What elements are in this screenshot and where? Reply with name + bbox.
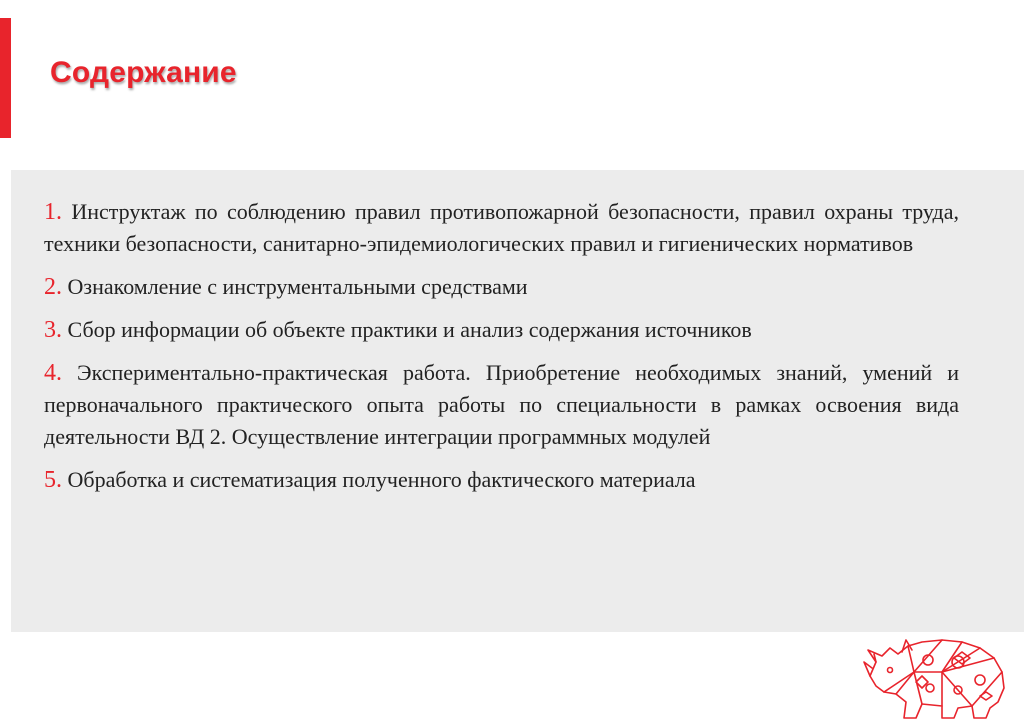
- list-item: [44, 357, 959, 453]
- item-number: 4.: [44, 360, 62, 386]
- list-item: [44, 314, 959, 346]
- item-number: 2.: [44, 274, 62, 300]
- item-text: Ознакомление с инструментальными средствами: [62, 274, 528, 299]
- item-text: Экспериментально-практическая работа. Приобретение необходимых знаний, умений и первоначального практического опыта работы по специальности в рамках освоения вида деятельности ВД 2. Осуществление интеграции программных модулей: [44, 360, 959, 449]
- item-text: Сбор информации об объекте практики и анализ содержания источников: [62, 317, 752, 342]
- item-text: Обработка и систематизация полученного фактического материала: [62, 467, 696, 492]
- list-item: [44, 464, 959, 496]
- accent-bar: [0, 18, 11, 138]
- item-number: 5.: [44, 467, 62, 493]
- item-text: Инструктаж по соблюдению правил противопожарной безопасности, правил охраны труда, техники безопасности, санитарно-эпидемиологических правил и гигиенических нормативов: [44, 199, 959, 256]
- slide-title: Содержание: [50, 56, 237, 89]
- list-item: [44, 196, 959, 260]
- item-number: 1.: [44, 199, 62, 225]
- rhino-logo-icon: [862, 632, 1012, 720]
- content-list: [44, 196, 959, 507]
- item-number: 3.: [44, 317, 62, 343]
- list-item: [44, 271, 959, 303]
